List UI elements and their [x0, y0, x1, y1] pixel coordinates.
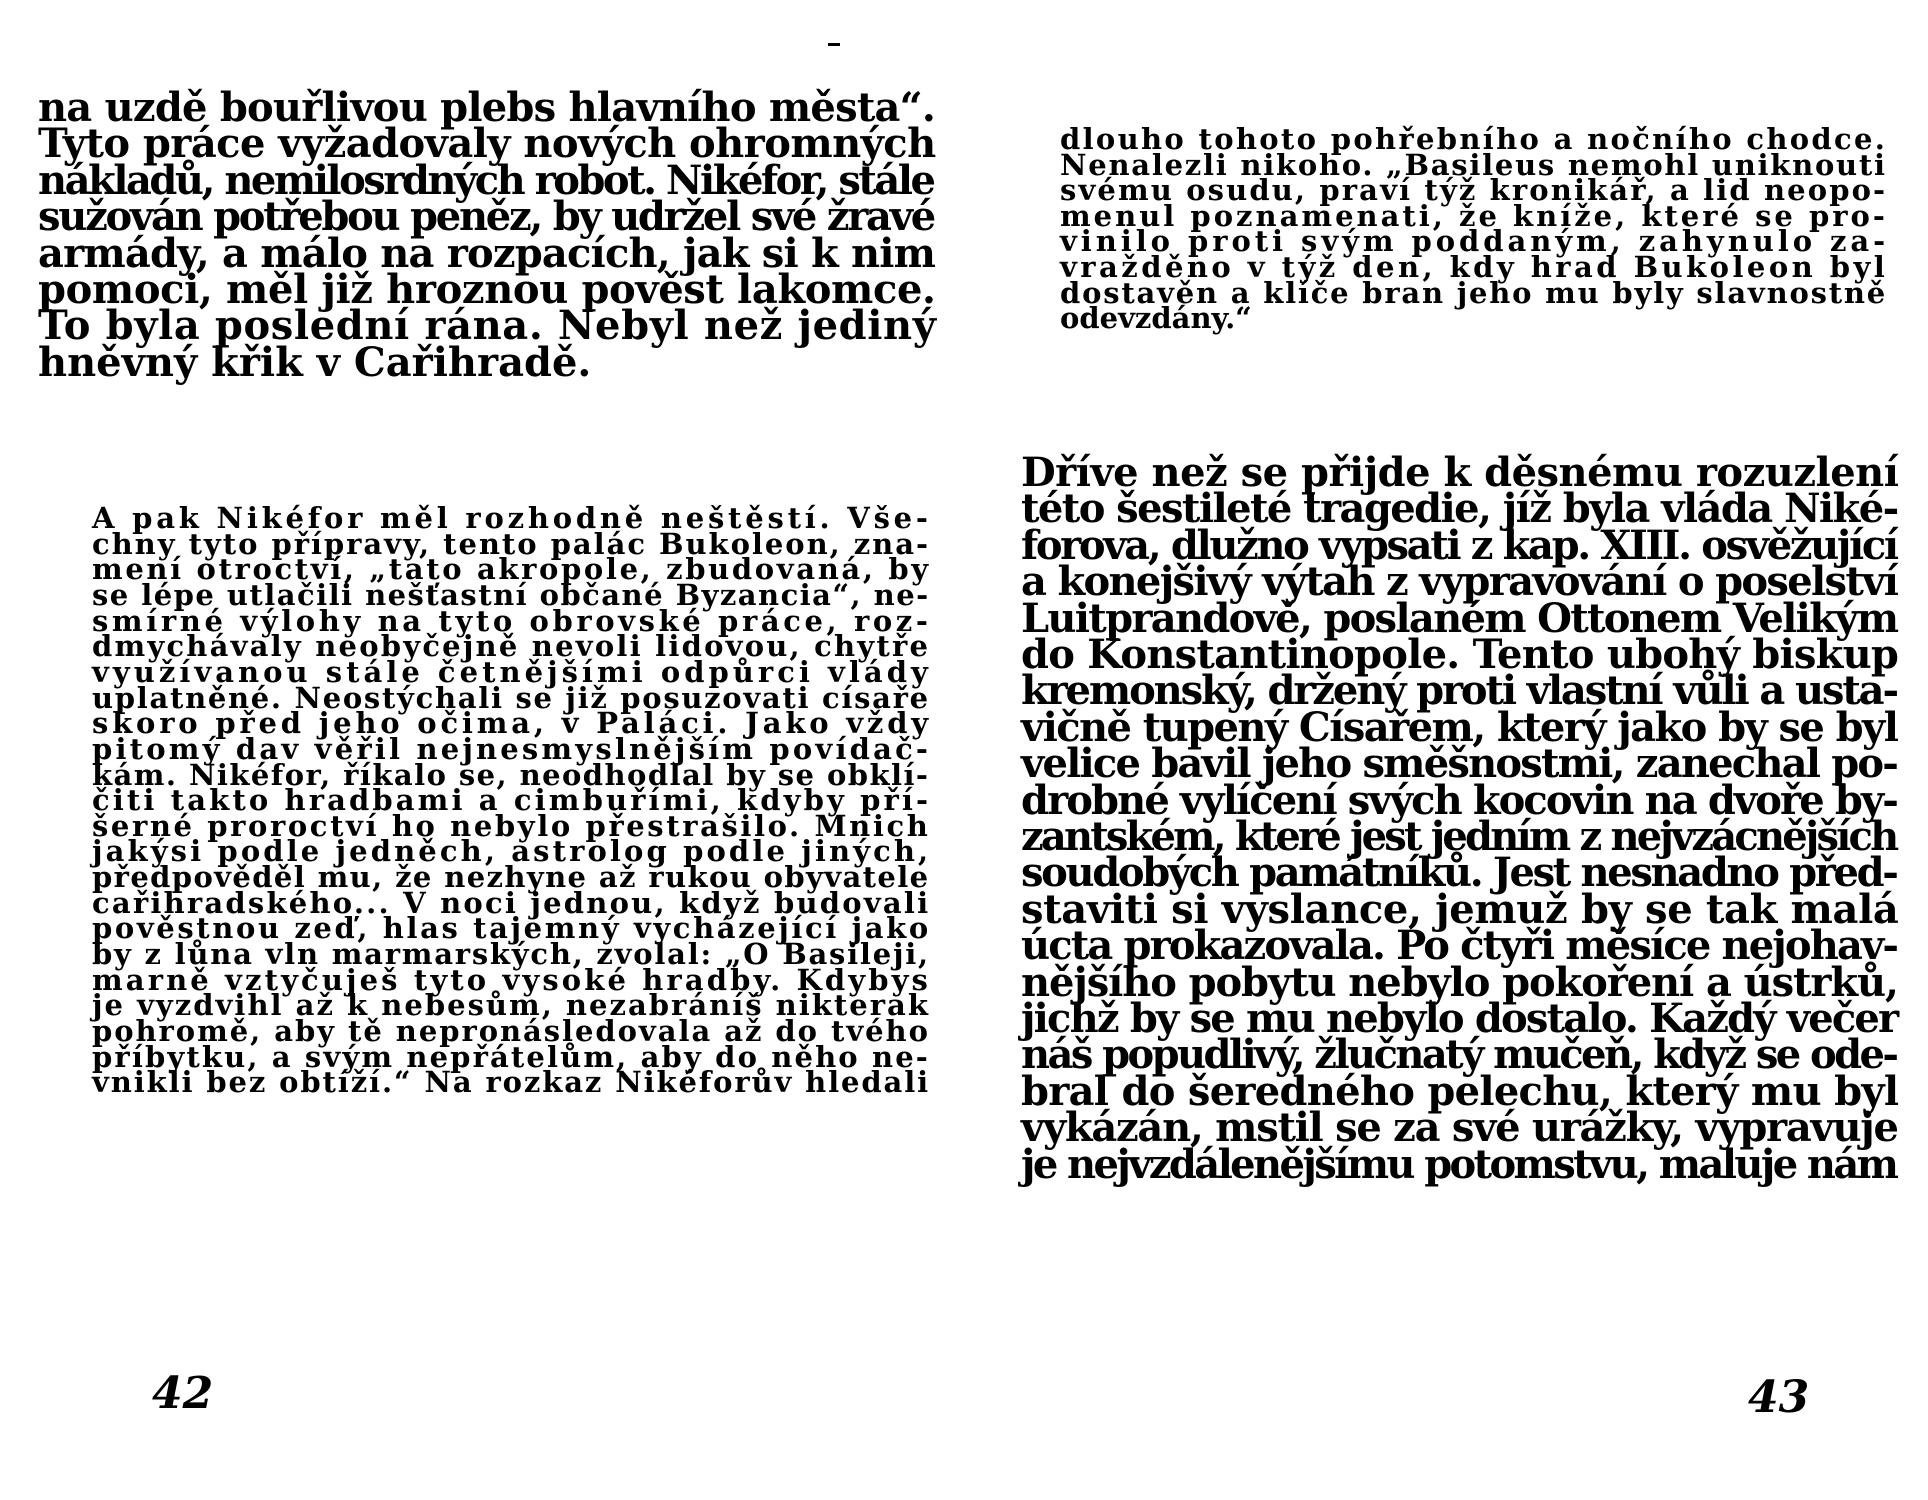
left-quote-text-line: by z lůna vln marmarských, zvolal: „O Basileji, [92, 937, 930, 972]
right-main-text-line: a konejšivý výtah z vypravování o poselství [1021, 558, 1898, 606]
left-quote-text-line: smírné výlohy na tyto obrovské práce, roz- [92, 603, 932, 638]
right-main-text-line: Luitprandově, poslaném Ottonem Velikým [1021, 594, 1898, 642]
right-page [964, 0, 1928, 1500]
left-quote-text-line: cařihradského... V noci jednou, když budovali [92, 885, 931, 920]
left-quote-text-line: vnikli bez obtíží.“ Na rozkaz Nikéforův hledali [92, 1065, 930, 1100]
right-quote-text-line: dostavěn a klíče bran jeho mu byly slavnostně [1060, 275, 1888, 310]
right-main-text-line: bral do šeredného pelechu, který mu byl [1021, 1067, 1899, 1115]
left-quote-text-line: dmychávaly neobyčejně nevoli lidovou, chytře [92, 629, 931, 664]
left-quote-text-line: chny tyto přípravy, tento palác Bukoleon, zna- [92, 526, 930, 561]
right-main-text-line: velice bavil jeho směšnostmi, zanechal po- [1021, 740, 1898, 788]
right-quote-text-line: vinilo proti svým poddaným, zahynulo za- [1060, 224, 1890, 259]
right-main-text-line: vykázán, mstil se za své urážky, vypravuje [1021, 1104, 1898, 1152]
right-main-text-line: nějšího pobytu nebylo pokoření a ústrků, [1021, 958, 1898, 1006]
left-quote-text-line: využívanou stále četnějšími odpůrci vlády [92, 654, 932, 689]
left-quote-text-line: marně vztyčuješ tyto vysoké hradby. Kdybys [92, 962, 931, 997]
left-quote-text-line: šerné proroctví ho nebylo přestrašilo. Mnich [92, 808, 931, 843]
left-main-text-line: na uzdě bouřlivou plebs hlavního města“. [38, 84, 936, 131]
right-main-text-line: Dříve než se přijde k děsnému rozuzlení [1021, 449, 1899, 496]
right-quote-text-line: vražděno v týž den, kdy hrad Bukoleon byl [1060, 250, 1889, 284]
right-main-text-line: úcta prokazovala. Po čtyři měsíce nejohav- [1021, 922, 1898, 970]
right-main-text-line: staviti si vyslance, jemuž by se tak malá [1021, 885, 1899, 933]
page-number-left: 42 [152, 1368, 214, 1419]
right-main-text-line: náš popudlivý, žlučnatý mučeň, když se ode- [1021, 1031, 1897, 1079]
left-quote-text-line: jakýsi podle jedněch, astrolog podle jiných, [92, 834, 932, 869]
left-quote-text-line: kám. Nikéfor, říkalo se, neodhodlal by se obklí- [92, 757, 930, 792]
left-quote-text-line: je vyzdvihl až k nebesům, nezabráníš nikterak [92, 988, 930, 1023]
right-main-text-line: kremonský, držený proti vlastní vůli a usta- [1021, 667, 1897, 715]
right-quote-text-line: menul poznamenati, že kníže, které se pro- [1060, 198, 1888, 233]
left-main-text-line: nákladů, nemilosrdných robot. Nikéfor, stále [38, 156, 934, 204]
right-quote-text-line: odevzdány.“ [1060, 301, 1252, 336]
left-main-text-line: hněvný křik v Cařihradě. [38, 338, 592, 386]
left-main-text-line: sužován potřebou peněz, by udržel své žravé [38, 193, 934, 241]
right-quote-text-line: dlouho tohoto pohřebního a nočního chodce. [1060, 122, 1888, 156]
left-quote-text-line: A pak Nikéfor měl rozhodně neštěstí. Vše- [92, 501, 932, 535]
left-quote-text-line: se lépe utlačili nešťastní občané Byzancia“, ne- [92, 577, 930, 612]
right-main-text-line: této šestileté tragedie, jíž byla vláda Niké- [1021, 485, 1898, 533]
left-quote-text-line: příbytku, a svým nepřátelům, aby do něho ne- [92, 1039, 930, 1074]
left-main-text-line: To byla poslední rána. Nebyl než jediný [38, 302, 937, 350]
left-quote-text-line: pověstnou zeď, hlas tajemný vycházející jako [92, 911, 931, 946]
left-main-text-line: Tyto práce vyžadovaly nových ohromných [38, 120, 936, 168]
left-quote-text-line: čiti takto hradbami a cimbuřími, kdyby pří- [92, 783, 932, 818]
left-quote-text-line: pohromě, aby tě nepronásledovala až do tvého [92, 1014, 930, 1048]
page-number-right: 43 [1748, 1372, 1810, 1423]
left-main-text-line: pomoci, měl již hroznou pověst lakomce. [38, 266, 936, 313]
left-quote-text-line: pitomý dav věřil nejnesmyslnějším povídač- [92, 731, 932, 766]
right-quote-text-line: Nenalezli nikoho. „Basileus nemohl uniknouti [1060, 147, 1887, 182]
right-quote-text-line: svému osudu, praví týž kronikář, a lid neopo- [1060, 173, 1888, 208]
right-main-text-line: jichž by se mu nebylo dostalo. Každý večer [1021, 995, 1898, 1042]
right-main-text-line: soudobých památníků. Jest nesnadno před- [1021, 849, 1897, 897]
right-main-text-line: vičně tupený Císařem, který jako by se byl [1021, 703, 1898, 751]
left-quote-text-line: skoro před jeho očima, v Paláci. Jako vždy [92, 706, 932, 741]
left-main-text-line: armády, a málo na rozpacích, jak si k nim [38, 229, 936, 277]
left-quote-text-line: uplatněné. Neostýchali se již posuzovati císaře [92, 680, 930, 715]
right-main-text-line: forova, dlužno vypsati z kap. XIII. osvěžující [1021, 521, 1897, 569]
left-quote-text-line: předpověděl mu, že nezhyne až rukou obyvatele [92, 860, 930, 895]
right-main-text-line: zantském, které jest jedním z nejvzácnějších [1021, 813, 1897, 860]
right-main-text-line: je nejvzdálenějšímu potomstvu, maluje nám [1021, 1140, 1897, 1188]
right-main-text-line: drobné vylíčení svých kocovin na dvoře by- [1021, 776, 1897, 824]
left-quote-text-line: mení otroctví, „tato akropole, zbudovaná, by [92, 552, 931, 587]
print-mark [828, 43, 840, 46]
right-main-text-line: do Konstantinopole. Tento ubohý biskup [1021, 631, 1899, 678]
